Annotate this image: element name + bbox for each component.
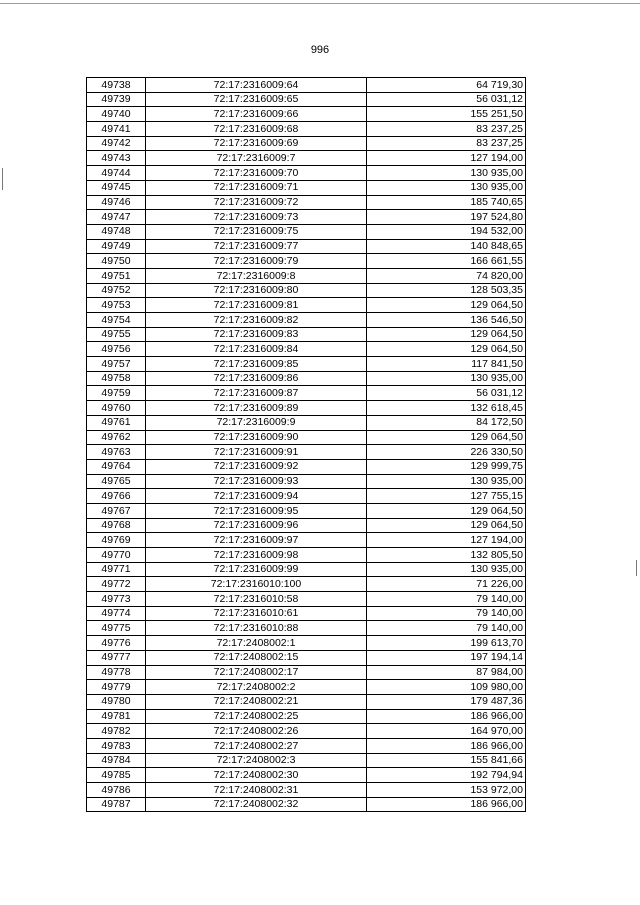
table-row <box>87 562 526 577</box>
value-cell: 226 330,50 <box>367 445 526 460</box>
row-number-cell: 49743 <box>87 151 146 166</box>
value-cell: 127 194,00 <box>367 533 526 548</box>
table-row <box>87 768 526 783</box>
cadastral-number-cell: 72:17:2408002:17 <box>146 665 367 680</box>
value-cell: 83 237,25 <box>367 136 526 151</box>
row-number-cell: 49750 <box>87 254 146 269</box>
row-number-cell: 49785 <box>87 768 146 783</box>
row-number-cell: 49752 <box>87 283 146 298</box>
table-row <box>87 357 526 372</box>
table-row <box>87 474 526 489</box>
value-cell: 130 935,00 <box>367 371 526 386</box>
row-number-cell: 49756 <box>87 342 146 357</box>
row-number-cell: 49740 <box>87 107 146 122</box>
row-number-cell: 49776 <box>87 636 146 651</box>
table-row <box>87 92 526 107</box>
table-row <box>87 386 526 401</box>
value-cell: 197 194,14 <box>367 650 526 665</box>
row-number-cell: 49768 <box>87 518 146 533</box>
table-row <box>87 166 526 181</box>
cadastral-number-cell: 72:17:2316009:96 <box>146 518 367 533</box>
row-number-cell: 49771 <box>87 562 146 577</box>
row-number-cell: 49738 <box>87 78 146 93</box>
row-number-cell: 49777 <box>87 650 146 665</box>
table-row <box>87 445 526 460</box>
cadastral-number-cell: 72:17:2316009:92 <box>146 459 367 474</box>
value-cell: 56 031,12 <box>367 92 526 107</box>
table-row <box>87 254 526 269</box>
row-number-cell: 49741 <box>87 122 146 137</box>
table-row <box>87 783 526 798</box>
cadastral-number-cell: 72:17:2316009:70 <box>146 166 367 181</box>
row-number-cell: 49770 <box>87 548 146 563</box>
value-cell: 127 194,00 <box>367 151 526 166</box>
table-row <box>87 180 526 195</box>
value-cell: 186 966,00 <box>367 738 526 753</box>
row-number-cell: 49786 <box>87 783 146 798</box>
cadastral-number-cell: 72:17:2316009:93 <box>146 474 367 489</box>
value-cell: 179 487,36 <box>367 694 526 709</box>
row-number-cell: 49739 <box>87 92 146 107</box>
table-row <box>87 518 526 533</box>
value-cell: 84 172,50 <box>367 415 526 430</box>
value-cell: 79 140,00 <box>367 606 526 621</box>
table-row <box>87 680 526 695</box>
table-row <box>87 283 526 298</box>
cadastral-number-cell: 72:17:2316009:79 <box>146 254 367 269</box>
value-cell: 79 140,00 <box>367 592 526 607</box>
table-row <box>87 107 526 122</box>
cadastral-number-cell: 72:17:2316009:91 <box>146 445 367 460</box>
cadastral-number-cell: 72:17:2316009:85 <box>146 357 367 372</box>
cadastral-number-cell: 72:17:2316009:66 <box>146 107 367 122</box>
row-number-cell: 49754 <box>87 313 146 328</box>
cadastral-number-cell: 72:17:2316009:84 <box>146 342 367 357</box>
row-number-cell: 49755 <box>87 327 146 342</box>
cadastral-number-cell: 72:17:2316010:88 <box>146 621 367 636</box>
table-row <box>87 430 526 445</box>
cadastral-number-cell: 72:17:2316009:8 <box>146 268 367 283</box>
value-cell: 185 740,65 <box>367 195 526 210</box>
row-number-cell: 49775 <box>87 621 146 636</box>
row-number-cell: 49747 <box>87 210 146 225</box>
row-number-cell: 49762 <box>87 430 146 445</box>
value-cell: 130 935,00 <box>367 562 526 577</box>
value-cell: 129 064,50 <box>367 298 526 313</box>
page-number: 996 <box>310 44 330 56</box>
cadastral-number-cell: 72:17:2316009:75 <box>146 224 367 239</box>
cadastral-number-cell: 72:17:2408002:21 <box>146 694 367 709</box>
table-row <box>87 224 526 239</box>
value-cell: 129 064,50 <box>367 518 526 533</box>
cadastral-number-cell: 72:17:2316009:65 <box>146 92 367 107</box>
value-cell: 129 064,50 <box>367 430 526 445</box>
value-cell: 132 618,45 <box>367 401 526 416</box>
table-row <box>87 210 526 225</box>
table-row <box>87 503 526 518</box>
table-row <box>87 533 526 548</box>
value-cell: 127 755,15 <box>367 489 526 504</box>
row-number-cell: 49746 <box>87 195 146 210</box>
cadastral-number-cell: 72:17:2316009:95 <box>146 503 367 518</box>
row-number-cell: 49742 <box>87 136 146 151</box>
cadastral-number-cell: 72:17:2408002:25 <box>146 709 367 724</box>
cadastral-number-cell: 72:17:2408002:3 <box>146 753 367 768</box>
cadastral-number-cell: 72:17:2408002:15 <box>146 650 367 665</box>
value-cell: 164 970,00 <box>367 724 526 739</box>
row-number-cell: 49757 <box>87 357 146 372</box>
table-row <box>87 753 526 768</box>
cadastral-number-cell: 72:17:2316009:87 <box>146 386 367 401</box>
row-number-cell: 49753 <box>87 298 146 313</box>
cadastral-number-cell: 72:17:2316009:97 <box>146 533 367 548</box>
table-row <box>87 459 526 474</box>
cadastral-number-cell: 72:17:2316009:83 <box>146 327 367 342</box>
cadastral-number-cell: 72:17:2316009:98 <box>146 548 367 563</box>
registry-table <box>86 77 526 812</box>
row-number-cell: 49769 <box>87 533 146 548</box>
table-row <box>87 342 526 357</box>
cadastral-number-cell: 72:17:2408002:26 <box>146 724 367 739</box>
table-row <box>87 665 526 680</box>
table-row <box>87 78 526 93</box>
row-number-cell: 49748 <box>87 224 146 239</box>
table-row <box>87 548 526 563</box>
cadastral-number-cell: 72:17:2316009:80 <box>146 283 367 298</box>
table-row <box>87 327 526 342</box>
row-number-cell: 49745 <box>87 180 146 195</box>
value-cell: 109 980,00 <box>367 680 526 695</box>
table-row <box>87 738 526 753</box>
table-row <box>87 122 526 137</box>
value-cell: 186 966,00 <box>367 797 526 812</box>
row-number-cell: 49751 <box>87 268 146 283</box>
value-cell: 87 984,00 <box>367 665 526 680</box>
row-number-cell: 49749 <box>87 239 146 254</box>
value-cell: 194 532,00 <box>367 224 526 239</box>
row-number-cell: 49774 <box>87 606 146 621</box>
table-row <box>87 401 526 416</box>
row-number-cell: 49781 <box>87 709 146 724</box>
cadastral-number-cell: 72:17:2316009:99 <box>146 562 367 577</box>
table-row <box>87 151 526 166</box>
row-number-cell: 49763 <box>87 445 146 460</box>
table-row <box>87 694 526 709</box>
cadastral-number-cell: 72:17:2316009:81 <box>146 298 367 313</box>
cadastral-number-cell: 72:17:2316010:61 <box>146 606 367 621</box>
row-number-cell: 49758 <box>87 371 146 386</box>
table-row <box>87 136 526 151</box>
table-row <box>87 577 526 592</box>
cadastral-number-cell: 72:17:2316009:72 <box>146 195 367 210</box>
cadastral-number-cell: 72:17:2316009:82 <box>146 313 367 328</box>
cadastral-number-cell: 72:17:2316010:100 <box>146 577 367 592</box>
value-cell: 130 935,00 <box>367 166 526 181</box>
top-rule <box>0 3 640 4</box>
table-row <box>87 268 526 283</box>
cadastral-number-cell: 72:17:2316009:69 <box>146 136 367 151</box>
scan-edge-mark <box>2 168 3 190</box>
table-row <box>87 313 526 328</box>
row-number-cell: 49784 <box>87 753 146 768</box>
row-number-cell: 49778 <box>87 665 146 680</box>
cadastral-number-cell: 72:17:2316009:90 <box>146 430 367 445</box>
row-number-cell: 49773 <box>87 592 146 607</box>
cadastral-number-cell: 72:17:2316009:7 <box>146 151 367 166</box>
cadastral-number-cell: 72:17:2408002:1 <box>146 636 367 651</box>
value-cell: 129 064,50 <box>367 342 526 357</box>
row-number-cell: 49780 <box>87 694 146 709</box>
registry-table-body <box>87 78 526 812</box>
row-number-cell: 49779 <box>87 680 146 695</box>
cadastral-number-cell: 72:17:2408002:2 <box>146 680 367 695</box>
table-row <box>87 636 526 651</box>
table-row <box>87 489 526 504</box>
cadastral-number-cell: 72:17:2316010:58 <box>146 592 367 607</box>
cadastral-number-cell: 72:17:2316009:86 <box>146 371 367 386</box>
value-cell: 192 794,94 <box>367 768 526 783</box>
cadastral-number-cell: 72:17:2408002:30 <box>146 768 367 783</box>
value-cell: 186 966,00 <box>367 709 526 724</box>
row-number-cell: 49787 <box>87 797 146 812</box>
value-cell: 140 848,65 <box>367 239 526 254</box>
table-row <box>87 621 526 636</box>
cadastral-number-cell: 72:17:2316009:71 <box>146 180 367 195</box>
table-row <box>87 606 526 621</box>
row-number-cell: 49764 <box>87 459 146 474</box>
row-number-cell: 49765 <box>87 474 146 489</box>
value-cell: 132 805,50 <box>367 548 526 563</box>
cadastral-number-cell: 72:17:2316009:9 <box>146 415 367 430</box>
value-cell: 155 251,50 <box>367 107 526 122</box>
table-row <box>87 650 526 665</box>
value-cell: 129 064,50 <box>367 327 526 342</box>
value-cell: 199 613,70 <box>367 636 526 651</box>
value-cell: 166 661,55 <box>367 254 526 269</box>
table-row <box>87 371 526 386</box>
value-cell: 71 226,00 <box>367 577 526 592</box>
cadastral-number-cell: 72:17:2316009:77 <box>146 239 367 254</box>
row-number-cell: 49767 <box>87 503 146 518</box>
value-cell: 128 503,35 <box>367 283 526 298</box>
table-row <box>87 592 526 607</box>
row-number-cell: 49760 <box>87 401 146 416</box>
row-number-cell: 49744 <box>87 166 146 181</box>
cadastral-number-cell: 72:17:2408002:31 <box>146 783 367 798</box>
value-cell: 56 031,12 <box>367 386 526 401</box>
table-row <box>87 239 526 254</box>
table-row <box>87 298 526 313</box>
value-cell: 153 972,00 <box>367 783 526 798</box>
table-row <box>87 415 526 430</box>
value-cell: 83 237,25 <box>367 122 526 137</box>
cadastral-number-cell: 72:17:2316009:73 <box>146 210 367 225</box>
cadastral-number-cell: 72:17:2408002:27 <box>146 738 367 753</box>
table-row <box>87 195 526 210</box>
value-cell: 197 524,80 <box>367 210 526 225</box>
value-cell: 136 546,50 <box>367 313 526 328</box>
row-number-cell: 49772 <box>87 577 146 592</box>
row-number-cell: 49766 <box>87 489 146 504</box>
value-cell: 129 999,75 <box>367 459 526 474</box>
row-number-cell: 49761 <box>87 415 146 430</box>
value-cell: 74 820,00 <box>367 268 526 283</box>
row-number-cell: 49782 <box>87 724 146 739</box>
value-cell: 130 935,00 <box>367 474 526 489</box>
table-row <box>87 724 526 739</box>
value-cell: 155 841,66 <box>367 753 526 768</box>
value-cell: 129 064,50 <box>367 503 526 518</box>
value-cell: 64 719,30 <box>367 78 526 93</box>
table-row <box>87 709 526 724</box>
value-cell: 79 140,00 <box>367 621 526 636</box>
scan-edge-mark <box>636 560 637 576</box>
cadastral-number-cell: 72:17:2316009:89 <box>146 401 367 416</box>
cadastral-number-cell: 72:17:2316009:64 <box>146 78 367 93</box>
table-row <box>87 797 526 812</box>
value-cell: 117 841,50 <box>367 357 526 372</box>
row-number-cell: 49759 <box>87 386 146 401</box>
value-cell: 130 935,00 <box>367 180 526 195</box>
cadastral-number-cell: 72:17:2408002:32 <box>146 797 367 812</box>
cadastral-number-cell: 72:17:2316009:68 <box>146 122 367 137</box>
cadastral-number-cell: 72:17:2316009:94 <box>146 489 367 504</box>
row-number-cell: 49783 <box>87 738 146 753</box>
